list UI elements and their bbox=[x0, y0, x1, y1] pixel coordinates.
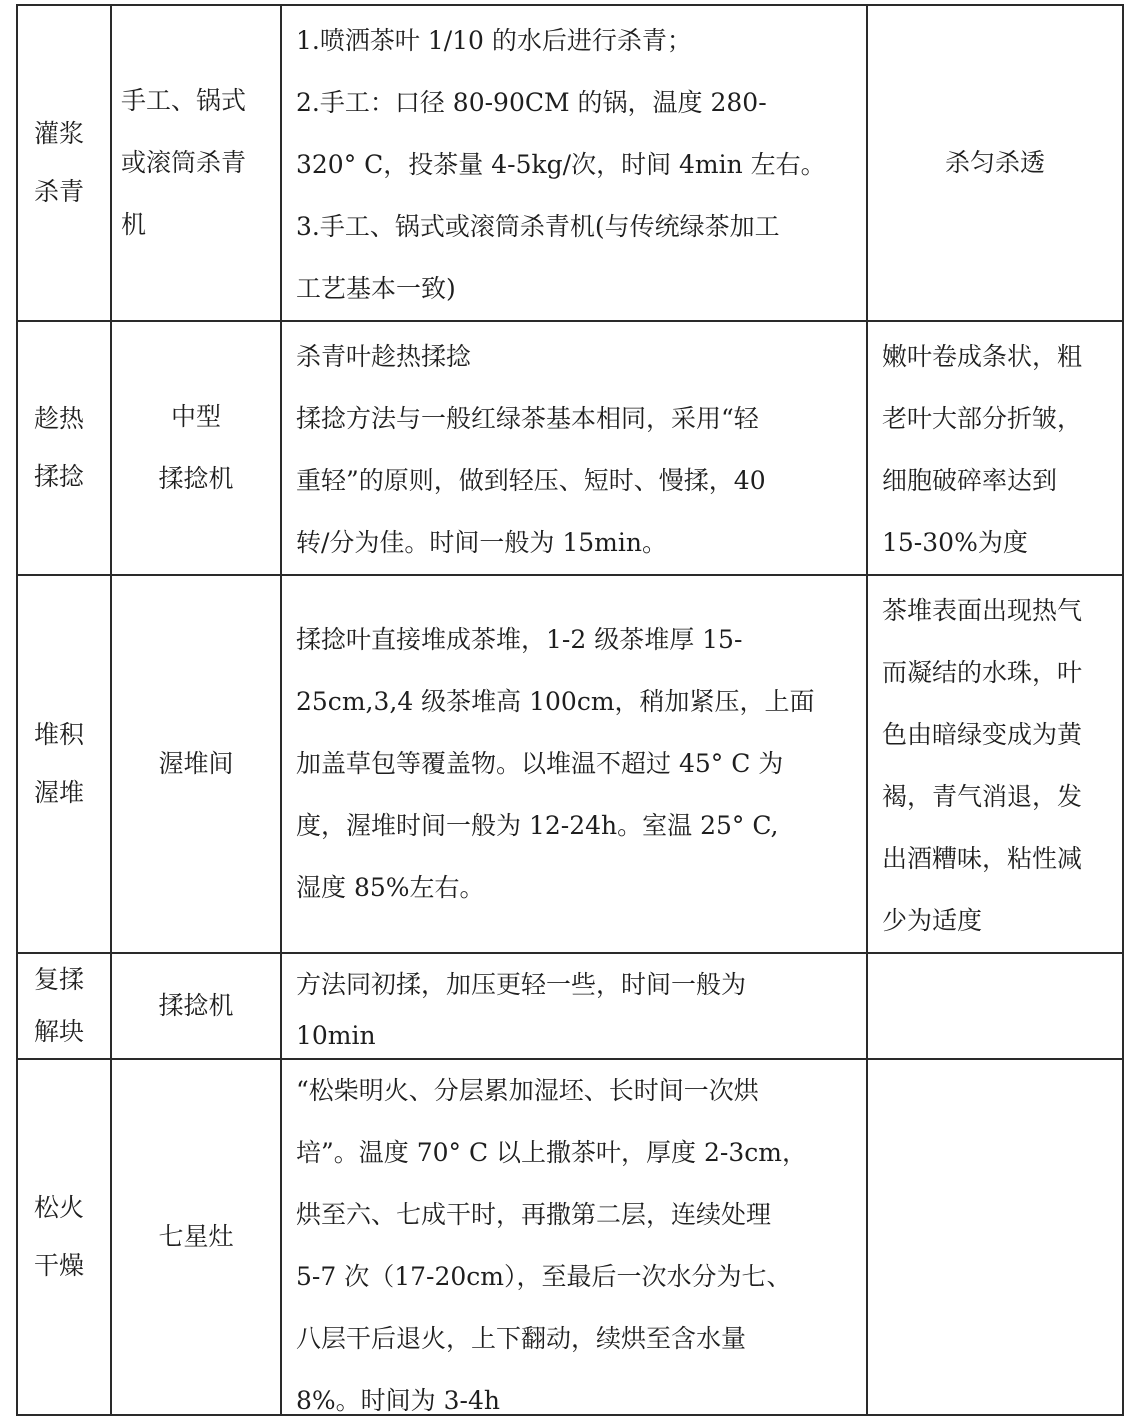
equipment-cell bbox=[111, 1059, 281, 1415]
standard-cell bbox=[867, 953, 1123, 1059]
equipment-cell bbox=[111, 575, 281, 953]
equipment-label: 渥堆间 bbox=[158, 749, 234, 778]
method-line: 10min bbox=[296, 1021, 376, 1050]
equipment-label: 中型 揉捻机 bbox=[158, 402, 234, 493]
method-line: 转/分为佳。时间一般为 15min。 bbox=[296, 528, 667, 557]
method-line: 工艺基本一致) bbox=[296, 274, 456, 303]
equipment-cell bbox=[111, 321, 281, 575]
method-line: 3.手工、锅式或滚筒杀青机(与传统绿茶加工 bbox=[296, 212, 780, 241]
method-cell bbox=[281, 575, 867, 953]
equipment-cell bbox=[111, 5, 281, 321]
method-line: 培”。温度 70° C 以上撒茶叶，厚度 2-3cm， bbox=[296, 1138, 807, 1167]
standard-line: 而凝结的水珠，叶 bbox=[882, 658, 1083, 687]
method-cell bbox=[281, 321, 867, 575]
method-line: 杀青叶趁热揉捻 bbox=[296, 342, 472, 371]
method-line: 加盖草包等覆盖物。以堆温不超过 45° C 为 bbox=[296, 749, 784, 778]
step-label: 松火 干燥 bbox=[34, 1193, 85, 1280]
table-row bbox=[17, 321, 1123, 575]
method-line: 烘至六、七成干时，再撒第二层，连续处理 bbox=[296, 1200, 772, 1229]
method-line: 重轻”的原则，做到轻压、短时、慢揉，40 bbox=[296, 466, 766, 495]
equipment-label: 七星灶 bbox=[158, 1222, 234, 1251]
method-line: 揉捻叶直接堆成茶堆，1-2 级茶堆厚 15- bbox=[296, 625, 743, 654]
standard-line: 褐，青气消退，发 bbox=[882, 782, 1083, 811]
step-label: 堆积 渥堆 bbox=[34, 720, 85, 807]
standard-cell bbox=[867, 575, 1123, 953]
step-cell bbox=[17, 1059, 111, 1415]
standard-line: 15-30%为度 bbox=[882, 528, 1028, 557]
method-line: 1.喷洒茶叶 1/10 的水后进行杀青； bbox=[296, 26, 692, 55]
method-line: 度，渥堆时间一般为 12-24h。室温 25° C, bbox=[296, 811, 779, 840]
method-line: “松柴明火、分层累加湿坯、长时间一次烘 bbox=[296, 1076, 759, 1105]
method-line: 湿度 85%左右。 bbox=[296, 873, 485, 902]
standard-line: 杀匀杀透 bbox=[944, 148, 1045, 177]
method-cell bbox=[281, 5, 867, 321]
equipment-label: 揉捻机 bbox=[158, 991, 234, 1020]
standard-cell bbox=[867, 1059, 1123, 1415]
standard-line: 少为适度 bbox=[882, 906, 983, 935]
method-cell bbox=[281, 1059, 867, 1415]
standard-line: 茶堆表面出现热气 bbox=[882, 596, 1083, 625]
step-cell bbox=[17, 953, 111, 1059]
method-line: 2.手工：口径 80-90CM 的锅，温度 280- bbox=[296, 88, 767, 117]
method-line: 揉捻方法与一般红绿茶基本相同，采用“轻 bbox=[296, 404, 759, 433]
step-cell bbox=[17, 5, 111, 321]
process-table bbox=[16, 4, 1124, 1416]
step-cell bbox=[17, 321, 111, 575]
standard-line: 老叶大部分折皱， bbox=[882, 404, 1083, 433]
standard-cell bbox=[867, 321, 1123, 575]
equipment-cell bbox=[111, 953, 281, 1059]
standard-line: 色由暗绿变成为黄 bbox=[882, 720, 1083, 749]
method-line: 320° C，投茶量 4-5kg/次，时间 4min 左右。 bbox=[296, 150, 826, 179]
table-row bbox=[17, 953, 1123, 1059]
method-cell bbox=[281, 953, 867, 1059]
standard-cell bbox=[867, 5, 1123, 321]
step-label: 灌浆 杀青 bbox=[34, 119, 85, 206]
method-line: 八层干后退火，上下翻动，续烘至含水量 bbox=[296, 1324, 747, 1353]
method-line: 5-7 次（17-20cm），至最后一次水分为七、 bbox=[296, 1262, 792, 1291]
standard-line: 细胞破碎率达到 bbox=[882, 466, 1058, 495]
method-line: 方法同初揉，加压更轻一些，时间一般为 bbox=[296, 970, 747, 999]
method-line: 8%。时间为 3-4h bbox=[296, 1386, 500, 1415]
standard-line: 出酒糟味，粘性减 bbox=[882, 844, 1083, 873]
table-row bbox=[17, 5, 1123, 321]
step-label: 复揉 解块 bbox=[34, 965, 85, 1046]
table-row bbox=[17, 575, 1123, 953]
method-line: 25cm,3,4 级茶堆高 100cm，稍加紧压，上面 bbox=[296, 687, 815, 716]
step-cell bbox=[17, 575, 111, 953]
table-row bbox=[17, 1059, 1123, 1415]
standard-line: 嫩叶卷成条状，粗 bbox=[882, 342, 1083, 371]
step-label: 趁热 揉捻 bbox=[34, 404, 85, 491]
equipment-label: 手工、锅式 或滚筒杀青 机 bbox=[121, 86, 247, 239]
